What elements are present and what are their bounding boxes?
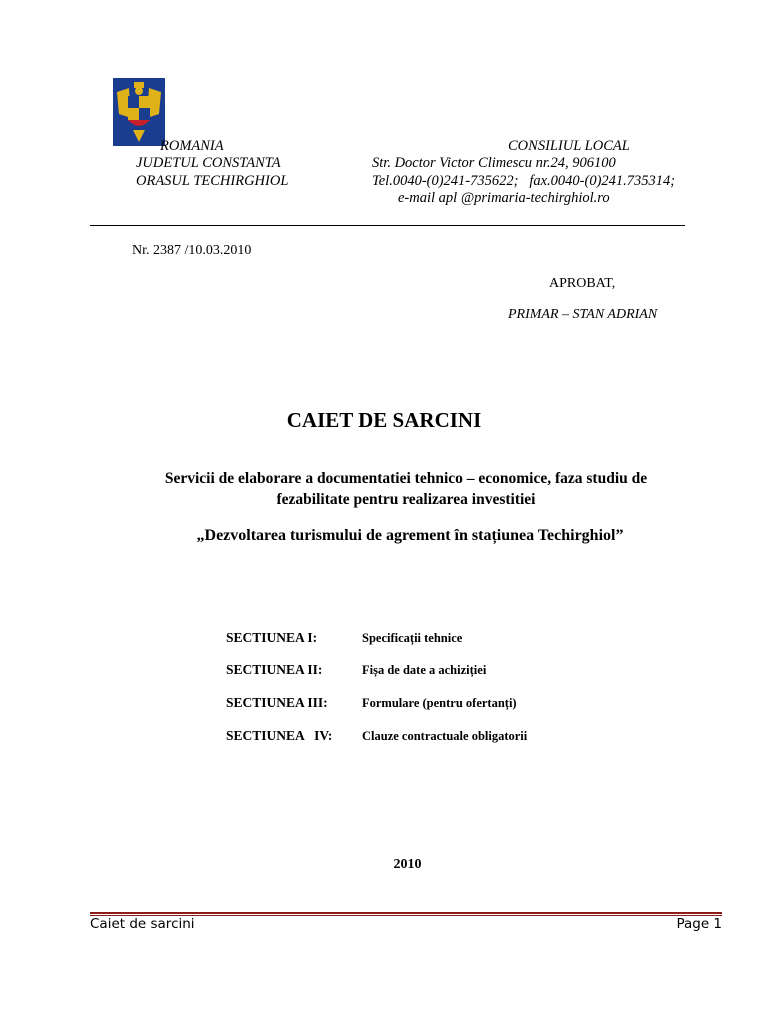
header-town: ORASUL TECHIRGHIOL — [136, 173, 289, 189]
coat-of-arms-logo — [113, 78, 165, 146]
registration-number: Nr. 2387 /10.03.2010 — [132, 243, 252, 258]
document-year: 2010 — [393, 857, 422, 872]
subtitle-line-2: fezabilitate pentru realizarea investitiei — [276, 491, 536, 508]
section-row — [226, 630, 462, 646]
section-description: Fișa de date a achiziției — [362, 663, 487, 677]
section-row — [226, 662, 486, 678]
subtitle-line-1: Servicii de elaborare a documentatiei tehnico – economice, faza studiu de — [164, 470, 648, 487]
approval-signatory: PRIMAR – STAN ADRIAN — [508, 307, 658, 322]
header-council: CONSILIUL LOCAL — [508, 138, 630, 154]
footer-title: Caiet de sarcini — [90, 916, 195, 932]
header-address: Str. Doctor Victor Climescu nr.24, 906100 — [372, 155, 616, 171]
section-label: SECTIUNEA IV: — [226, 728, 333, 743]
header-country: ROMANIA — [160, 138, 224, 154]
footer-rule — [90, 912, 722, 914]
header-county: JUDETUL CONSTANTA — [136, 155, 281, 171]
header-divider — [90, 225, 685, 226]
section-label: SECTIUNEA III: — [226, 695, 328, 710]
section-description: Clauze contractuale obligatorii — [362, 729, 528, 743]
section-row — [226, 695, 517, 711]
project-name: „Dezvoltarea turismului de agrement în stațiunea Techirghiol” — [196, 527, 624, 544]
header-email: e-mail apl @primaria-techirghiol.ro — [398, 190, 610, 206]
header-phone-fax: Tel.0040-(0)241-735622; fax.0040-(0)241.735314; — [372, 173, 676, 189]
section-description: Specificații tehnice — [362, 631, 463, 645]
section-label: SECTIUNEA II: — [226, 662, 323, 677]
document-title: CAIET DE SARCINI — [286, 408, 482, 432]
section-label: SECTIUNEA I: — [226, 630, 318, 645]
section-description: Formulare (pentru ofertanți) — [362, 696, 517, 710]
section-row — [226, 728, 527, 744]
footer-page-number: Page 1 — [676, 916, 722, 932]
approval-label: APROBAT, — [549, 276, 616, 291]
document-subtitle — [130, 468, 682, 510]
